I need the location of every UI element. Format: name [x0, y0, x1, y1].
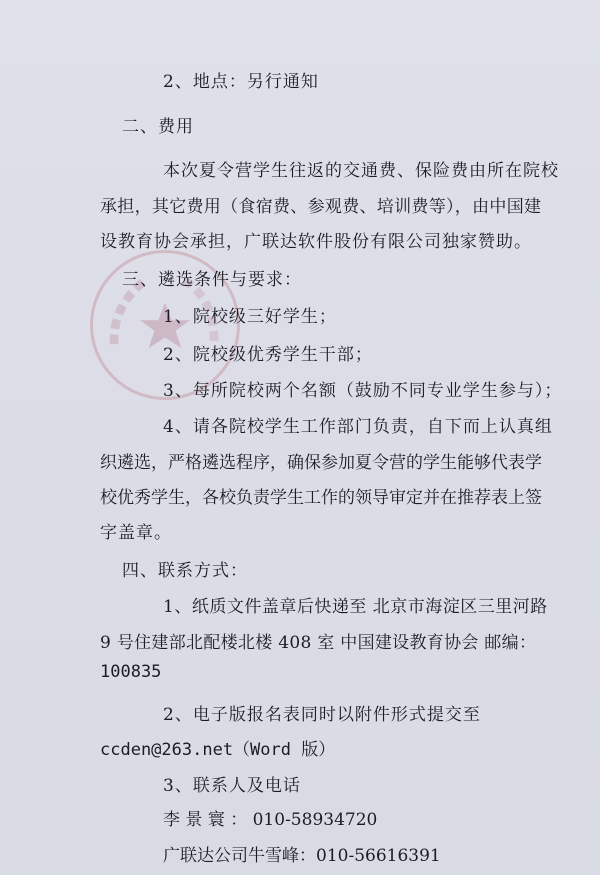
text-line-11: 织遴选，严格遴选程序，确保参加夏令营的学生能够代表学 — [100, 453, 542, 474]
text-line-6: 三、遴选条件与要求： — [122, 269, 302, 290]
text-line-20: 3、联系人及电话 — [163, 775, 301, 796]
text-line-12: 校优秀学生，各校负责学生工作的领导审定并在推荐表上签 — [100, 487, 542, 508]
text-line-3: 本次夏令营学生往返的交通费、保险费由所在院校 — [163, 161, 559, 182]
text-line-16: 9 号住建部北配楼北楼 408 室 中国建设教育协会 邮编： — [100, 632, 537, 653]
text-line-2: 二、费用 — [122, 117, 194, 138]
contact-niu: 广联达公司牛雪峰：010-56616391 — [163, 846, 441, 866]
postal-code: 100835 — [100, 662, 162, 683]
text-line-14: 四、联系方式： — [122, 560, 248, 581]
contact-li: 李 景 寰 ： 010-58934720 — [163, 810, 378, 831]
email-address: ccden@263.net（Word 版） — [100, 740, 336, 761]
text-line-1: 2、地点：另行通知 — [163, 72, 319, 92]
text-line-18: 2、电子版报名表同时以附件形式提交至 — [163, 704, 481, 725]
text-line-9: 3、每所院校两个名额（鼓励不同专业学生参与）； — [163, 381, 563, 402]
text-line-10: 4、请各院校学生工作部门负责，自下而上认真组 — [163, 416, 553, 437]
text-line-7: 1、院校级三好学生； — [163, 307, 337, 328]
text-line-4: 承担，其它费用（食宿费、参观费、培训费等），由中国建 — [100, 196, 542, 217]
text-line-13: 字盖章。 — [100, 523, 172, 544]
text-line-8: 2、院校级优秀学生干部； — [163, 344, 373, 365]
text-line-15: 1、纸质文件盖章后快递至 北京市海淀区三里河路 — [163, 597, 548, 618]
text-line-5: 设教育协会承担，广联达软件股份有限公司独家赞助。 — [100, 232, 532, 253]
